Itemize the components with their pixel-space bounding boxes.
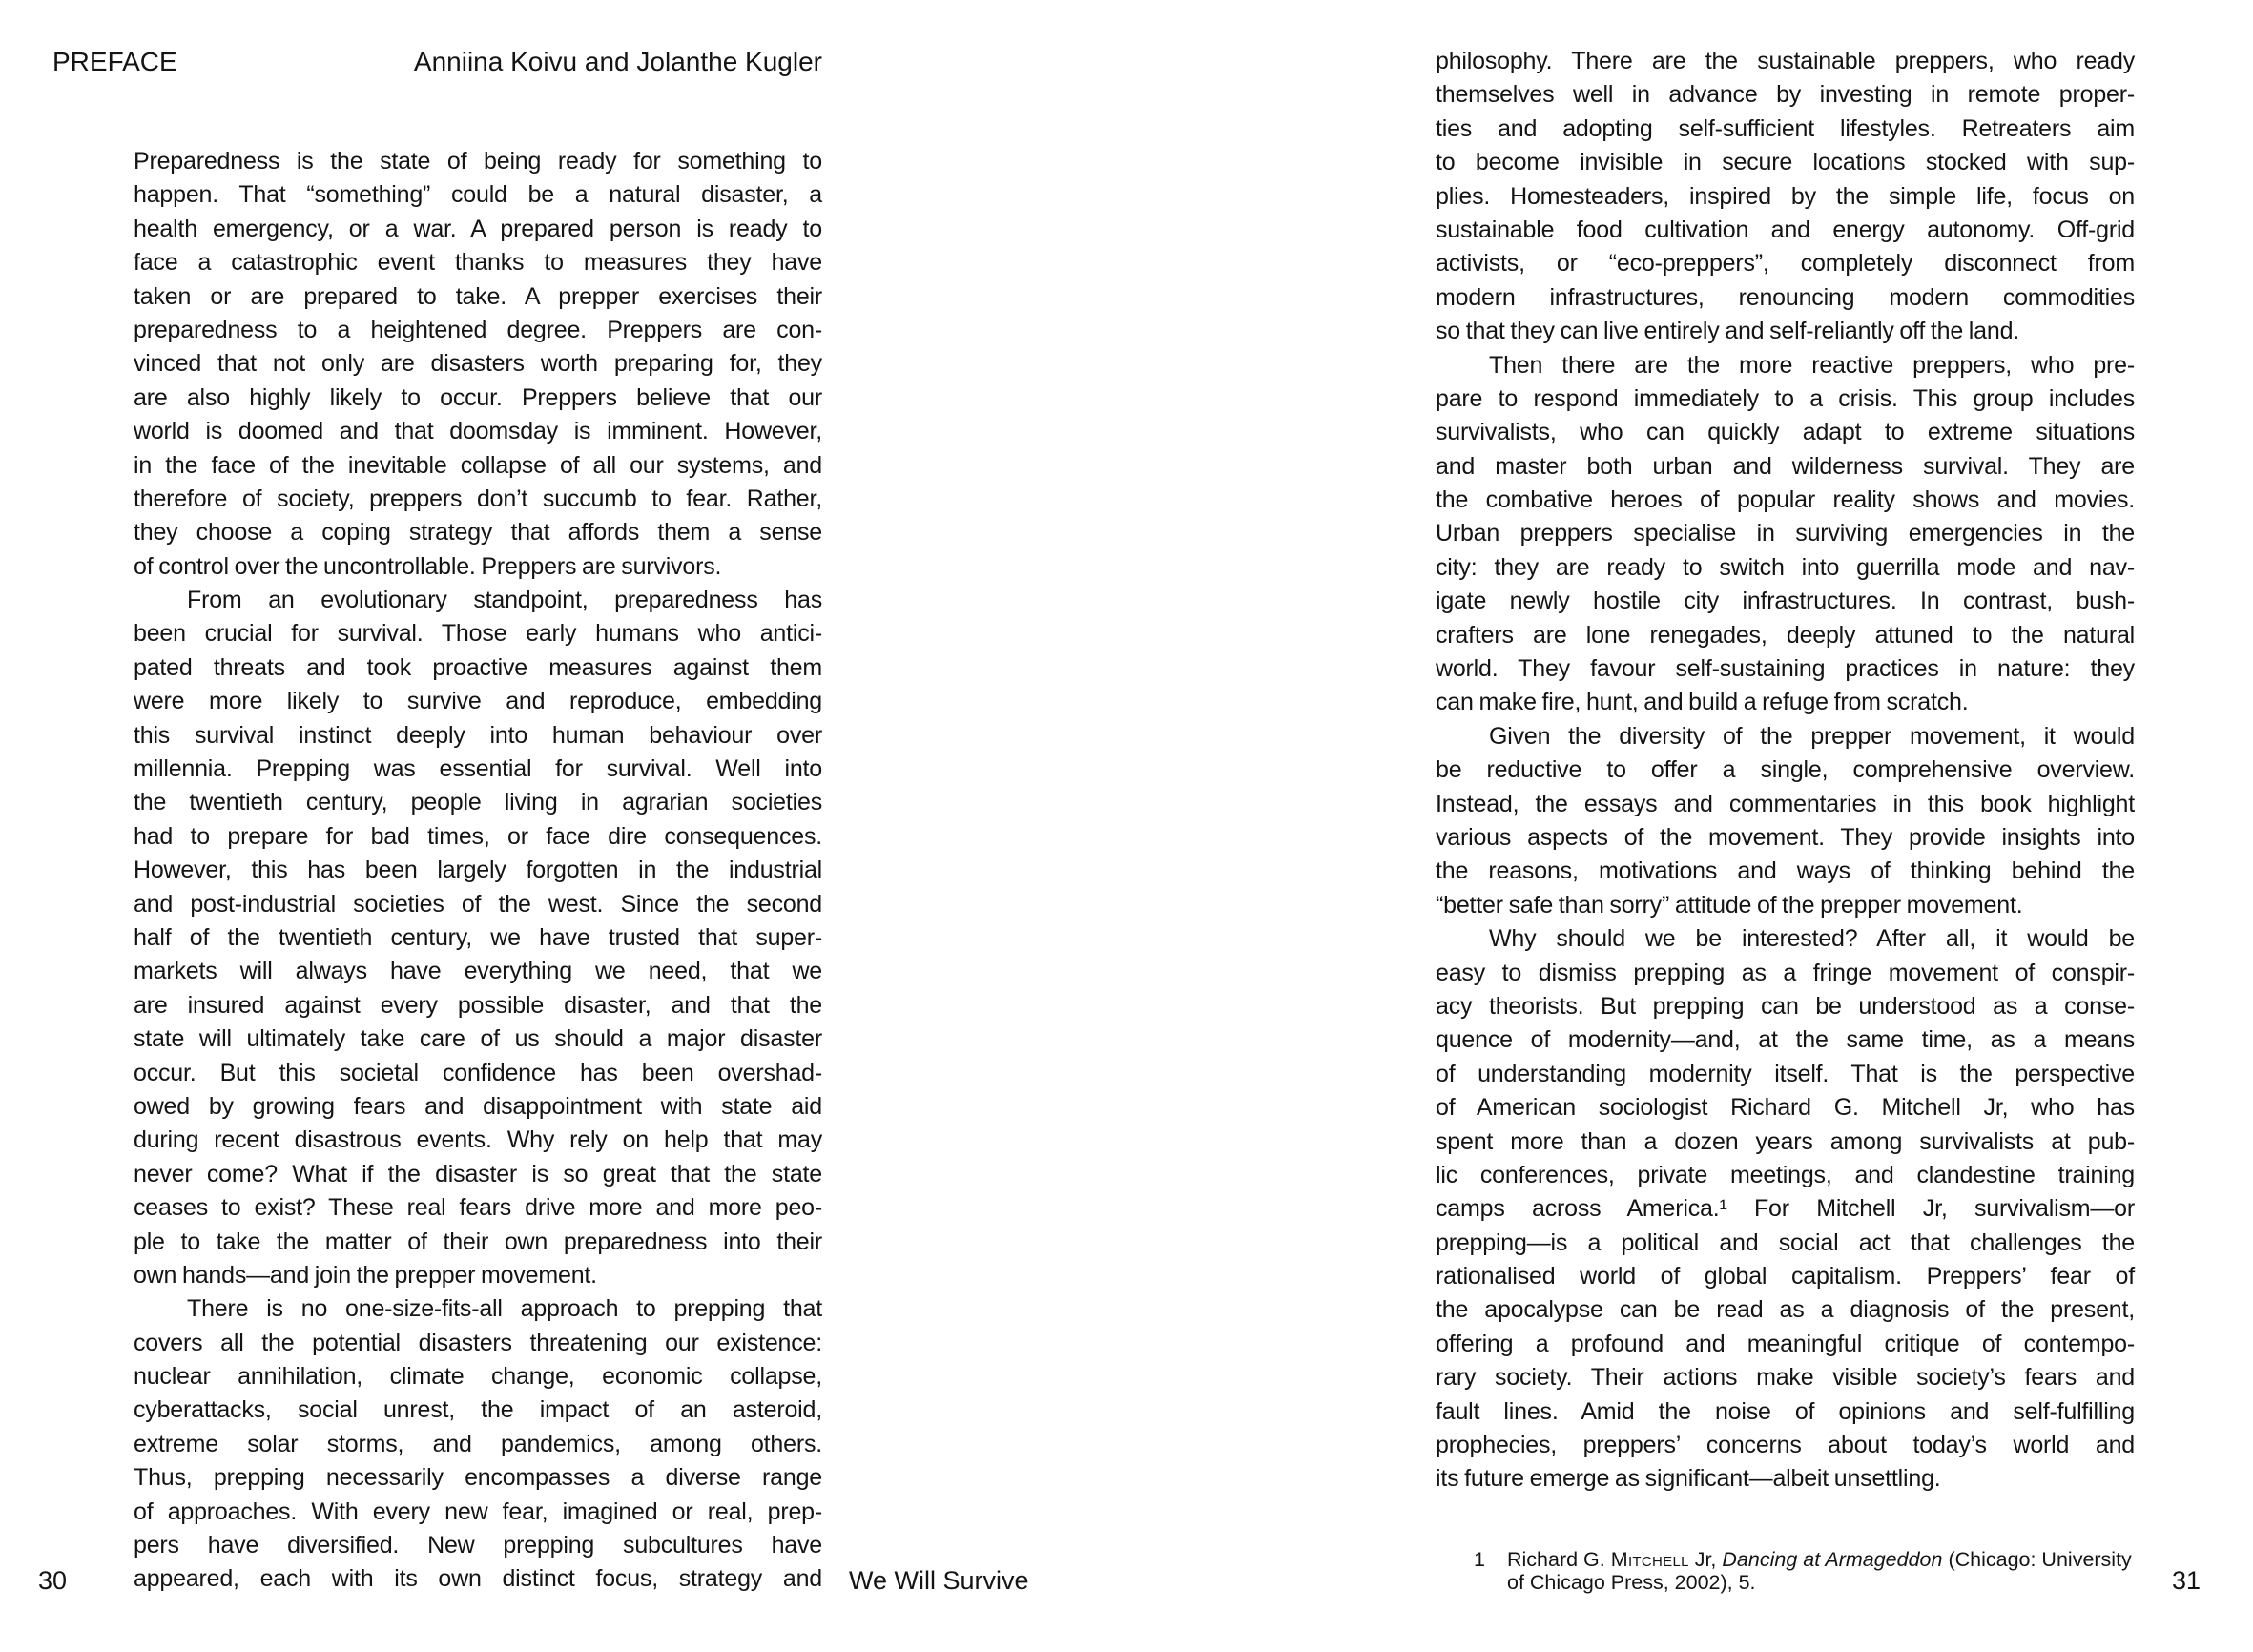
text-line: are insured against every possible disaster, and that the	[134, 991, 822, 1019]
page-number-right: 31	[2171, 1566, 2201, 1595]
text-line: occur. But this societal confidence has been overshad-	[134, 1059, 822, 1086]
text-line: be reductive to offer a single, comprehensive overview.	[1436, 756, 2135, 784]
text-line: acy theorists. But prepping can be understood as a conse-	[1436, 992, 2135, 1020]
page-number-left: 30	[38, 1566, 68, 1595]
text-line: From an evolutionary standpoint, preparedness has	[187, 587, 822, 614]
text-line: the twentieth century, people living in agrarian societies	[134, 789, 822, 816]
footnote-text-segment: Mitchell	[1610, 1548, 1689, 1571]
text-line: ple to take the matter of their own preparedness into their	[134, 1228, 822, 1255]
text-line: There is no one-size-fits-all approach to prepping that	[187, 1295, 822, 1323]
text-line: had to prepare for bad times, or face dire consequences.	[134, 822, 822, 850]
authors: Anniina Koivu and Jolanthe Kugler	[413, 47, 822, 76]
text-line: happen. That “something” could be a natural disaster, a	[134, 181, 822, 209]
running-title: We Will Survive	[849, 1566, 1029, 1595]
footnote-book-title: Dancing at Armageddon	[1722, 1548, 1943, 1571]
text-line: activists, or “eco-preppers”, completely disconnect from	[1436, 250, 2135, 278]
text-line: Then there are the more reactive preppers, who pre-	[1489, 351, 2135, 379]
text-line: were more likely to survive and reproduce, embedding	[134, 688, 822, 715]
text-line: face a catastrophic event thanks to measures they have	[134, 249, 822, 277]
text-line: state will ultimately take care of us should a major disaster	[134, 1025, 822, 1053]
text-line: health emergency, or a war. A prepared person is ready to	[134, 215, 822, 242]
text-line: city: they are ready to switch into guerrilla mode and nav-	[1436, 553, 2135, 581]
text-line: this survival instinct deeply into human behaviour over	[134, 721, 822, 749]
text-line: various aspects of the movement. They provide insights into	[1436, 823, 2135, 851]
text-line: the apocalypse can be read as a diagnosis of the present,	[1436, 1296, 2135, 1324]
text-line: preparedness to a heightened degree. Preppers are con-	[134, 316, 822, 343]
text-line: of control over the uncontrollable. Preppers are survivors.	[134, 552, 722, 580]
footnote-body	[1507, 1549, 2137, 1594]
text-line: during recent disastrous events. Why rely on help that may	[134, 1126, 822, 1154]
text-line: pare to respond immediately to a crisis. This group includes	[1436, 384, 2135, 412]
text-line: pers have diversified. New prepping subcultures have	[134, 1532, 822, 1559]
text-line: survivalists, who can quickly adapt to extreme situations	[1436, 419, 2135, 446]
text-line: philosophy. There are the sustainable preppers, who ready	[1436, 48, 2135, 74]
text-line: lic conferences, private meetings, and clandestine training	[1436, 1161, 2135, 1188]
text-line: Why should we be interested? After all, it would be	[1489, 925, 2135, 953]
text-line: prophecies, preppers’ concerns about today’s world and	[1436, 1432, 2135, 1459]
footnote-text-segment: (Chicago: University	[1942, 1548, 2132, 1571]
text-line: the reasons, motivations and ways of thinking behind the	[1436, 857, 2135, 885]
text-line: of American sociologist Richard G. Mitchell Jr, who has	[1436, 1094, 2135, 1122]
text-line: Instead, the essays and commentaries in this book highlight	[1436, 790, 2135, 817]
text-line: and master both urban and wilderness survival. They are	[1436, 452, 2135, 480]
text-line: spent more than a dozen years among survivalists at pub-	[1436, 1127, 2135, 1155]
text-line: Preparedness is the state of being ready for something to	[134, 148, 822, 175]
section-title: PREFACE	[52, 47, 177, 76]
text-line: Thus, prepping necessarily encompasses a diverse range	[134, 1464, 822, 1492]
text-line: to become invisible in secure locations stocked with sup-	[1436, 149, 2135, 176]
text-line: in the face of the inevitable collapse of all our systems, and	[134, 451, 822, 479]
text-line: extreme solar storms, and pandemics, among others.	[134, 1430, 822, 1457]
text-line: of approaches. With every new fear, imagined or real, prep-	[134, 1497, 822, 1525]
text-line: vinced that not only are disasters worth preparing for, they	[134, 350, 822, 378]
text-line: rationalised world of global capitalism. Preppers’ fear of	[1436, 1263, 2135, 1291]
text-line: its future emerge as significant—albeit unsettling.	[1436, 1465, 1941, 1493]
footnote-line-1	[1507, 1549, 2137, 1572]
footnote-text-segment: Richard G.	[1507, 1548, 1611, 1571]
text-line: been crucial for survival. Those early humans who antici-	[134, 620, 822, 648]
text-line: fault lines. Amid the noise of opinions and self-fulfilling	[1436, 1397, 2135, 1425]
text-line: owed by growing fears and disappointment with state aid	[134, 1092, 822, 1120]
text-line: “better safe than sorry” attitude of the prepper movement.	[1436, 891, 2023, 919]
text-line: cyberattacks, social unrest, the impact of an asteroid,	[134, 1396, 822, 1424]
text-line: of understanding modernity itself. That is the perspective	[1436, 1060, 2135, 1087]
text-line: ties and adopting self-sufficient lifestyles. Retreaters aim	[1436, 114, 2135, 142]
text-line: the combative heroes of popular reality shows and movies.	[1436, 486, 2135, 514]
text-line: can make fire, hunt, and build a refuge from scratch.	[1436, 689, 1969, 716]
text-line: appeared, each with its own distinct focus, strategy and	[134, 1565, 822, 1593]
text-line: prepping—is a political and social act that challenges the	[1436, 1229, 2135, 1256]
footnote-line-2: of Chicago Press, 2002), 5.	[1507, 1570, 1756, 1594]
text-line: modern infrastructures, renouncing modern commodities	[1436, 283, 2135, 311]
text-line: sustainable food cultivation and energy autonomy. Off-grid	[1436, 216, 2135, 243]
text-line: are also highly likely to occur. Preppers believe that our	[134, 383, 822, 411]
body-column-right	[1436, 45, 2135, 1497]
text-line: plies. Homesteaders, inspired by the simple life, focus on	[1436, 182, 2135, 210]
text-line: world. They favour self-sustaining practices in nature: they	[1436, 655, 2135, 683]
text-line: igate newly hostile city infrastructures. In contrast, bush-	[1436, 588, 2135, 615]
text-line: markets will always have everything we need, that we	[134, 958, 822, 985]
text-line: taken or are prepared to take. A prepper exercises their	[134, 282, 822, 310]
footnote-text-segment: Jr,	[1688, 1548, 1723, 1571]
text-line: easy to dismiss prepping as a fringe movement of conspir-	[1436, 959, 2135, 986]
text-line: camps across America.¹ For Mitchell Jr, survivalism—or	[1436, 1195, 2135, 1223]
text-line: they choose a coping strategy that affords them a sense	[134, 519, 822, 547]
text-line: ceases to exist? These real fears drive more and more peo-	[134, 1194, 822, 1222]
text-line: pated threats and took proactive measures against them	[134, 653, 822, 681]
text-line: millennia. Prepping was essential for survival. Well into	[134, 755, 822, 783]
text-line: themselves well in advance by investing in remote proper-	[1436, 81, 2135, 109]
text-line: never come? What if the disaster is so great that the state	[134, 1160, 822, 1187]
text-line: crafters are lone renegades, deeply attuned to the natural	[1436, 621, 2135, 649]
text-line: world is doomed and that doomsday is imminent. However,	[134, 418, 822, 445]
text-line: rary society. Their actions make visible society’s fears and	[1436, 1364, 2135, 1392]
text-line: However, this has been largely forgotten in the industrial	[134, 857, 822, 884]
text-line: own hands—and join the prepper movement.	[134, 1261, 597, 1289]
text-line: half of the twentieth century, we have trusted that super-	[134, 923, 822, 951]
text-line: and post-industrial societies of the west. Since the second	[134, 890, 822, 918]
text-line: therefore of society, preppers don’t succumb to fear. Rather,	[134, 485, 822, 512]
body-column-left	[134, 145, 822, 1597]
text-line: offering a profound and meaningful critique of contempo-	[1436, 1330, 2135, 1357]
text-line: so that they can live entirely and self-reliantly off the land.	[1436, 318, 2020, 345]
text-line: covers all the potential disasters threatening our existence:	[134, 1329, 822, 1356]
footnote-number: 1	[1474, 1548, 1485, 1571]
text-line: quence of modernity—and, at the same time, as a means	[1436, 1026, 2135, 1054]
text-line: Urban preppers specialise in surviving emergencies in the	[1436, 520, 2135, 547]
text-line: Given the diversity of the prepper movement, it would	[1489, 722, 2135, 750]
text-line: nuclear annihilation, climate change, economic collapse,	[134, 1363, 822, 1391]
